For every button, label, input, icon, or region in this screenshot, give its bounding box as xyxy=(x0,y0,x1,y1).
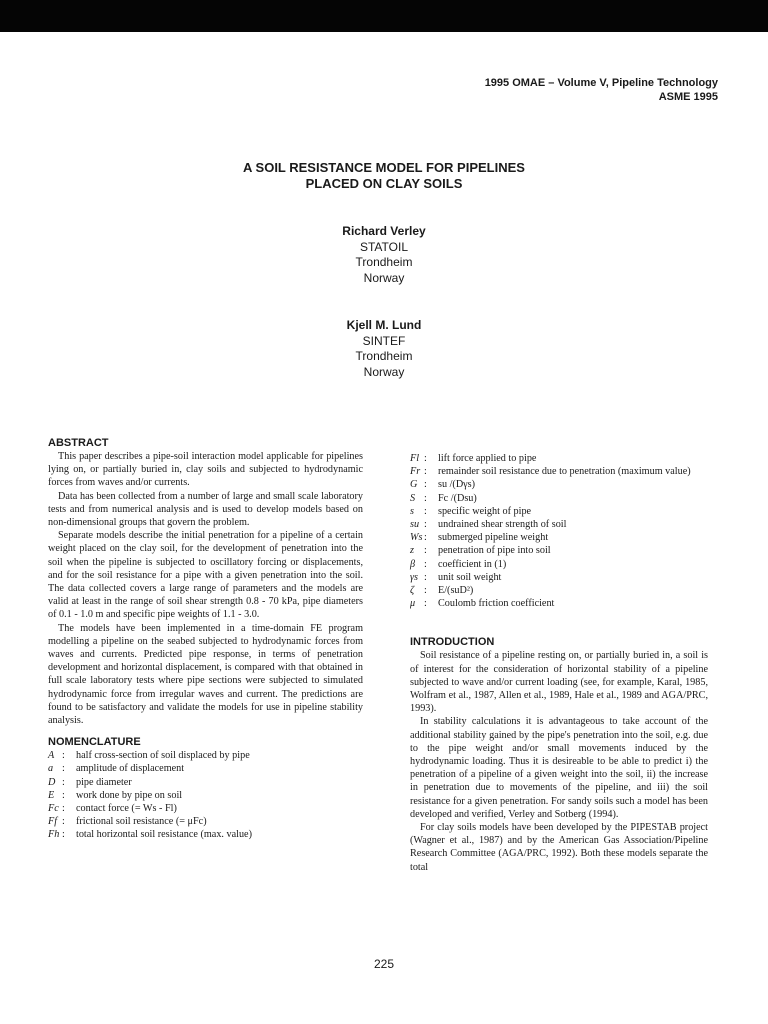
abstract-paragraph: Data has been collected from a number of large and small scale laboratory tests and from numerical analysis and is used to develop models based on non-dimensional groups that govern the problem. xyxy=(48,490,363,529)
nomenclature-item: ζ : E/(suD²) xyxy=(410,584,708,597)
author-block xyxy=(0,224,768,286)
author-block xyxy=(0,318,768,380)
nomenclature-list xyxy=(48,749,363,841)
nomenclature-definition: pipe diameter xyxy=(76,776,132,788)
abstract-heading: ABSTRACT xyxy=(48,437,109,449)
author-name: Kjell M. Lund xyxy=(346,318,422,332)
scan-border xyxy=(0,0,768,32)
nomenclature-definition: penetration of pipe into soil xyxy=(438,545,551,557)
introduction-paragraph: Soil resistance of a pipeline resting on, or partially buried in, a soil is of interest for the consideration of horizontal stability of a pipeline subjected to wave and/or current loading (see, for example, Karal, 1985, Wolfram et al., 1987, Allen et al., 1989, Hale et al., 1989 and AGA/PRC, 1993). xyxy=(410,650,708,715)
nomenclature-definition: Coulomb friction coefficient xyxy=(438,598,555,610)
nomenclature-definition: remainder soil resistance due to penetration (maximum value) xyxy=(438,466,691,478)
nomenclature-item: Fc : contact force (= Ws - Fl) xyxy=(48,802,363,815)
page-number: 225 xyxy=(373,957,395,971)
nomenclature-definition: total horizontal soil resistance (max. value) xyxy=(76,829,252,841)
nomenclature-symbol: Ff xyxy=(48,816,58,828)
nomenclature-symbol: S xyxy=(410,492,416,504)
nomenclature-definition: E/(suD²) xyxy=(438,585,474,597)
nomenclature-definition: specific weight of pipe xyxy=(438,505,532,517)
nomenclature-list-continued xyxy=(410,452,708,610)
nomenclature-item: μ : Coulomb friction coefficient xyxy=(410,597,708,610)
journal-line: ASME 1995 xyxy=(658,91,718,103)
nomenclature-item: Ff : frictional soil resistance (= μFc) xyxy=(48,815,363,828)
author-country: Norway xyxy=(363,270,405,285)
nomenclature-definition: contact force (= Ws - Fl) xyxy=(76,803,177,815)
introduction-paragraph: In stability calculations it is advantageous to take account of the additional stability gained by the pipe's penetration into the soil, e.g. due to the pipe weight and/or small movements induced by the hydrodynamic loading. Thus it is desireable to be able to predict i) the penetration of a pipeline of a given weight into the soil, ii) the increase in penetration due to movements of the pipeline, and iii) the soil resistance for a given penetration. For sandy soils such a model has been developed and verified, Verley and Sotberg (1994). xyxy=(410,716,708,820)
nomenclature-definition: submerged pipeline weight xyxy=(438,532,549,544)
nomenclature-definition: coefficient in (1) xyxy=(438,558,507,570)
author-org: SINTEF xyxy=(362,333,406,348)
author-city: Trondheim xyxy=(355,255,413,269)
nomenclature-symbol: su xyxy=(410,519,420,531)
journal-header xyxy=(485,76,718,104)
nomenclature-item: β : coefficient in (1) xyxy=(410,558,708,571)
author-country: Norway xyxy=(363,364,405,379)
nomenclature-symbol: Fr xyxy=(410,466,421,478)
nomenclature-item: su : undrained shear strength of soil xyxy=(410,518,708,531)
nomenclature-symbol: Fh xyxy=(48,829,60,841)
nomenclature-item: Fr : remainder soil resistance due to penetration (maximum value) xyxy=(410,465,708,478)
nomenclature-item: G : su /(Dγs) xyxy=(410,478,708,491)
nomenclature-symbol: s xyxy=(410,505,414,517)
abstract-paragraph: This paper describes a pipe-soil interaction model applicable for pipelines lying on, or partially buried in, clay soils and subjected to hydrodynamic forces from waves and/or currents. xyxy=(48,451,363,489)
nomenclature-symbol: μ xyxy=(410,598,416,610)
nomenclature-item: S : Fc /(Dsu) xyxy=(410,492,708,505)
nomenclature-symbol: z xyxy=(410,545,414,557)
title-line: PLACED ON CLAY SOILS xyxy=(305,176,463,191)
right-column xyxy=(410,452,708,874)
nomenclature-item: Ws : submerged pipeline weight xyxy=(410,531,708,544)
nomenclature-definition: frictional soil resistance (= μFc) xyxy=(76,816,207,828)
nomenclature-symbol: A xyxy=(48,750,55,762)
nomenclature-item: Fl : lift force applied to pipe xyxy=(410,452,708,465)
nomenclature-symbol: γs xyxy=(410,571,418,583)
introduction-paragraph: For clay soils models have been developed by the PIPESTAB project (Wagner et al., 1987) and by the American Gas Association/Pipeline Research Committee (AGA/PRC, 1992). Both these models separate the total xyxy=(410,822,708,873)
introduction-heading: INTRODUCTION xyxy=(410,636,495,649)
nomenclature-item: a : amplitude of displacement xyxy=(48,762,363,775)
nomenclature-symbol: β xyxy=(410,558,416,570)
nomenclature-item: Fh : total horizontal soil resistance (max. value) xyxy=(48,828,363,841)
nomenclature-item: E : work done by pipe on soil xyxy=(48,789,363,802)
nomenclature-definition: amplitude of displacement xyxy=(76,763,185,775)
nomenclature-symbol: Ws xyxy=(410,532,423,544)
abstract-paragraph: Separate models describe the initial penetration for a pipeline of a certain weight placed on the clay soil, for the development of penetration into the soil when the pipeline is subjected to oscillatory forcing or displacements, and for the soil resistance for a pipe with a given penetration into the soil. The data collected covers a large range of parameters and the models are valid at least in the range of soil shear strength 0.8 - 70 kPa, pipe diameters of 0.1 - 1.0 m and specific pipe weights of 1.1 - 3.0. xyxy=(48,530,363,621)
nomenclature-item: z : penetration of pipe into soil xyxy=(410,544,708,557)
nomenclature-definition: su /(Dγs) xyxy=(438,479,476,491)
nomenclature-definition: work done by pipe on soil xyxy=(76,789,183,801)
nomenclature-definition: half cross-section of soil displaced by pipe xyxy=(76,750,250,762)
nomenclature-symbol: E xyxy=(48,789,55,801)
nomenclature-item: γs : unit soil weight xyxy=(410,571,708,584)
nomenclature-heading: NOMENCLATURE xyxy=(48,736,141,749)
nomenclature-symbol: a xyxy=(48,763,54,775)
nomenclature-symbol: G xyxy=(410,479,418,491)
nomenclature-symbol: Fc xyxy=(48,803,59,815)
nomenclature-item: D : pipe diameter xyxy=(48,776,363,789)
nomenclature-item: s : specific weight of pipe xyxy=(410,505,708,518)
paper-title xyxy=(0,160,768,192)
title-line: A SOIL RESISTANCE MODEL FOR PIPELINES xyxy=(243,160,525,175)
author-org: STATOIL xyxy=(359,239,408,254)
nomenclature-definition: undrained shear strength of soil xyxy=(438,519,567,531)
left-column xyxy=(48,437,363,842)
nomenclature-item: A : half cross-section of soil displaced by pipe xyxy=(48,749,363,762)
nomenclature-definition: Fc /(Dsu) xyxy=(438,492,477,504)
nomenclature-symbol: Fl xyxy=(410,453,420,464)
nomenclature-symbol: ζ xyxy=(410,585,415,597)
abstract-paragraph: The models have been implemented in a time-domain FE program modelling a pipeline on the seabed subjected to hydrodynamic forces from waves and currents. Predicted pipe response, in terms of penetration development and horizontal displacement, is compared with that obtained in full scale laboratory tests where pipe sections were subjected to simulated hydrodynamic force from irregular waves and current. The predictions are found to be satisfactory and validate the models for use in pipeline stability analysis. xyxy=(48,622,363,727)
author-name: Richard Verley xyxy=(342,224,426,238)
nomenclature-symbol: D xyxy=(48,776,56,788)
journal-line: 1995 OMAE – Volume V, Pipeline Technology xyxy=(484,77,718,89)
nomenclature-definition: lift force applied to pipe xyxy=(438,453,537,464)
author-city: Trondheim xyxy=(355,349,413,363)
nomenclature-definition: unit soil weight xyxy=(438,571,502,583)
